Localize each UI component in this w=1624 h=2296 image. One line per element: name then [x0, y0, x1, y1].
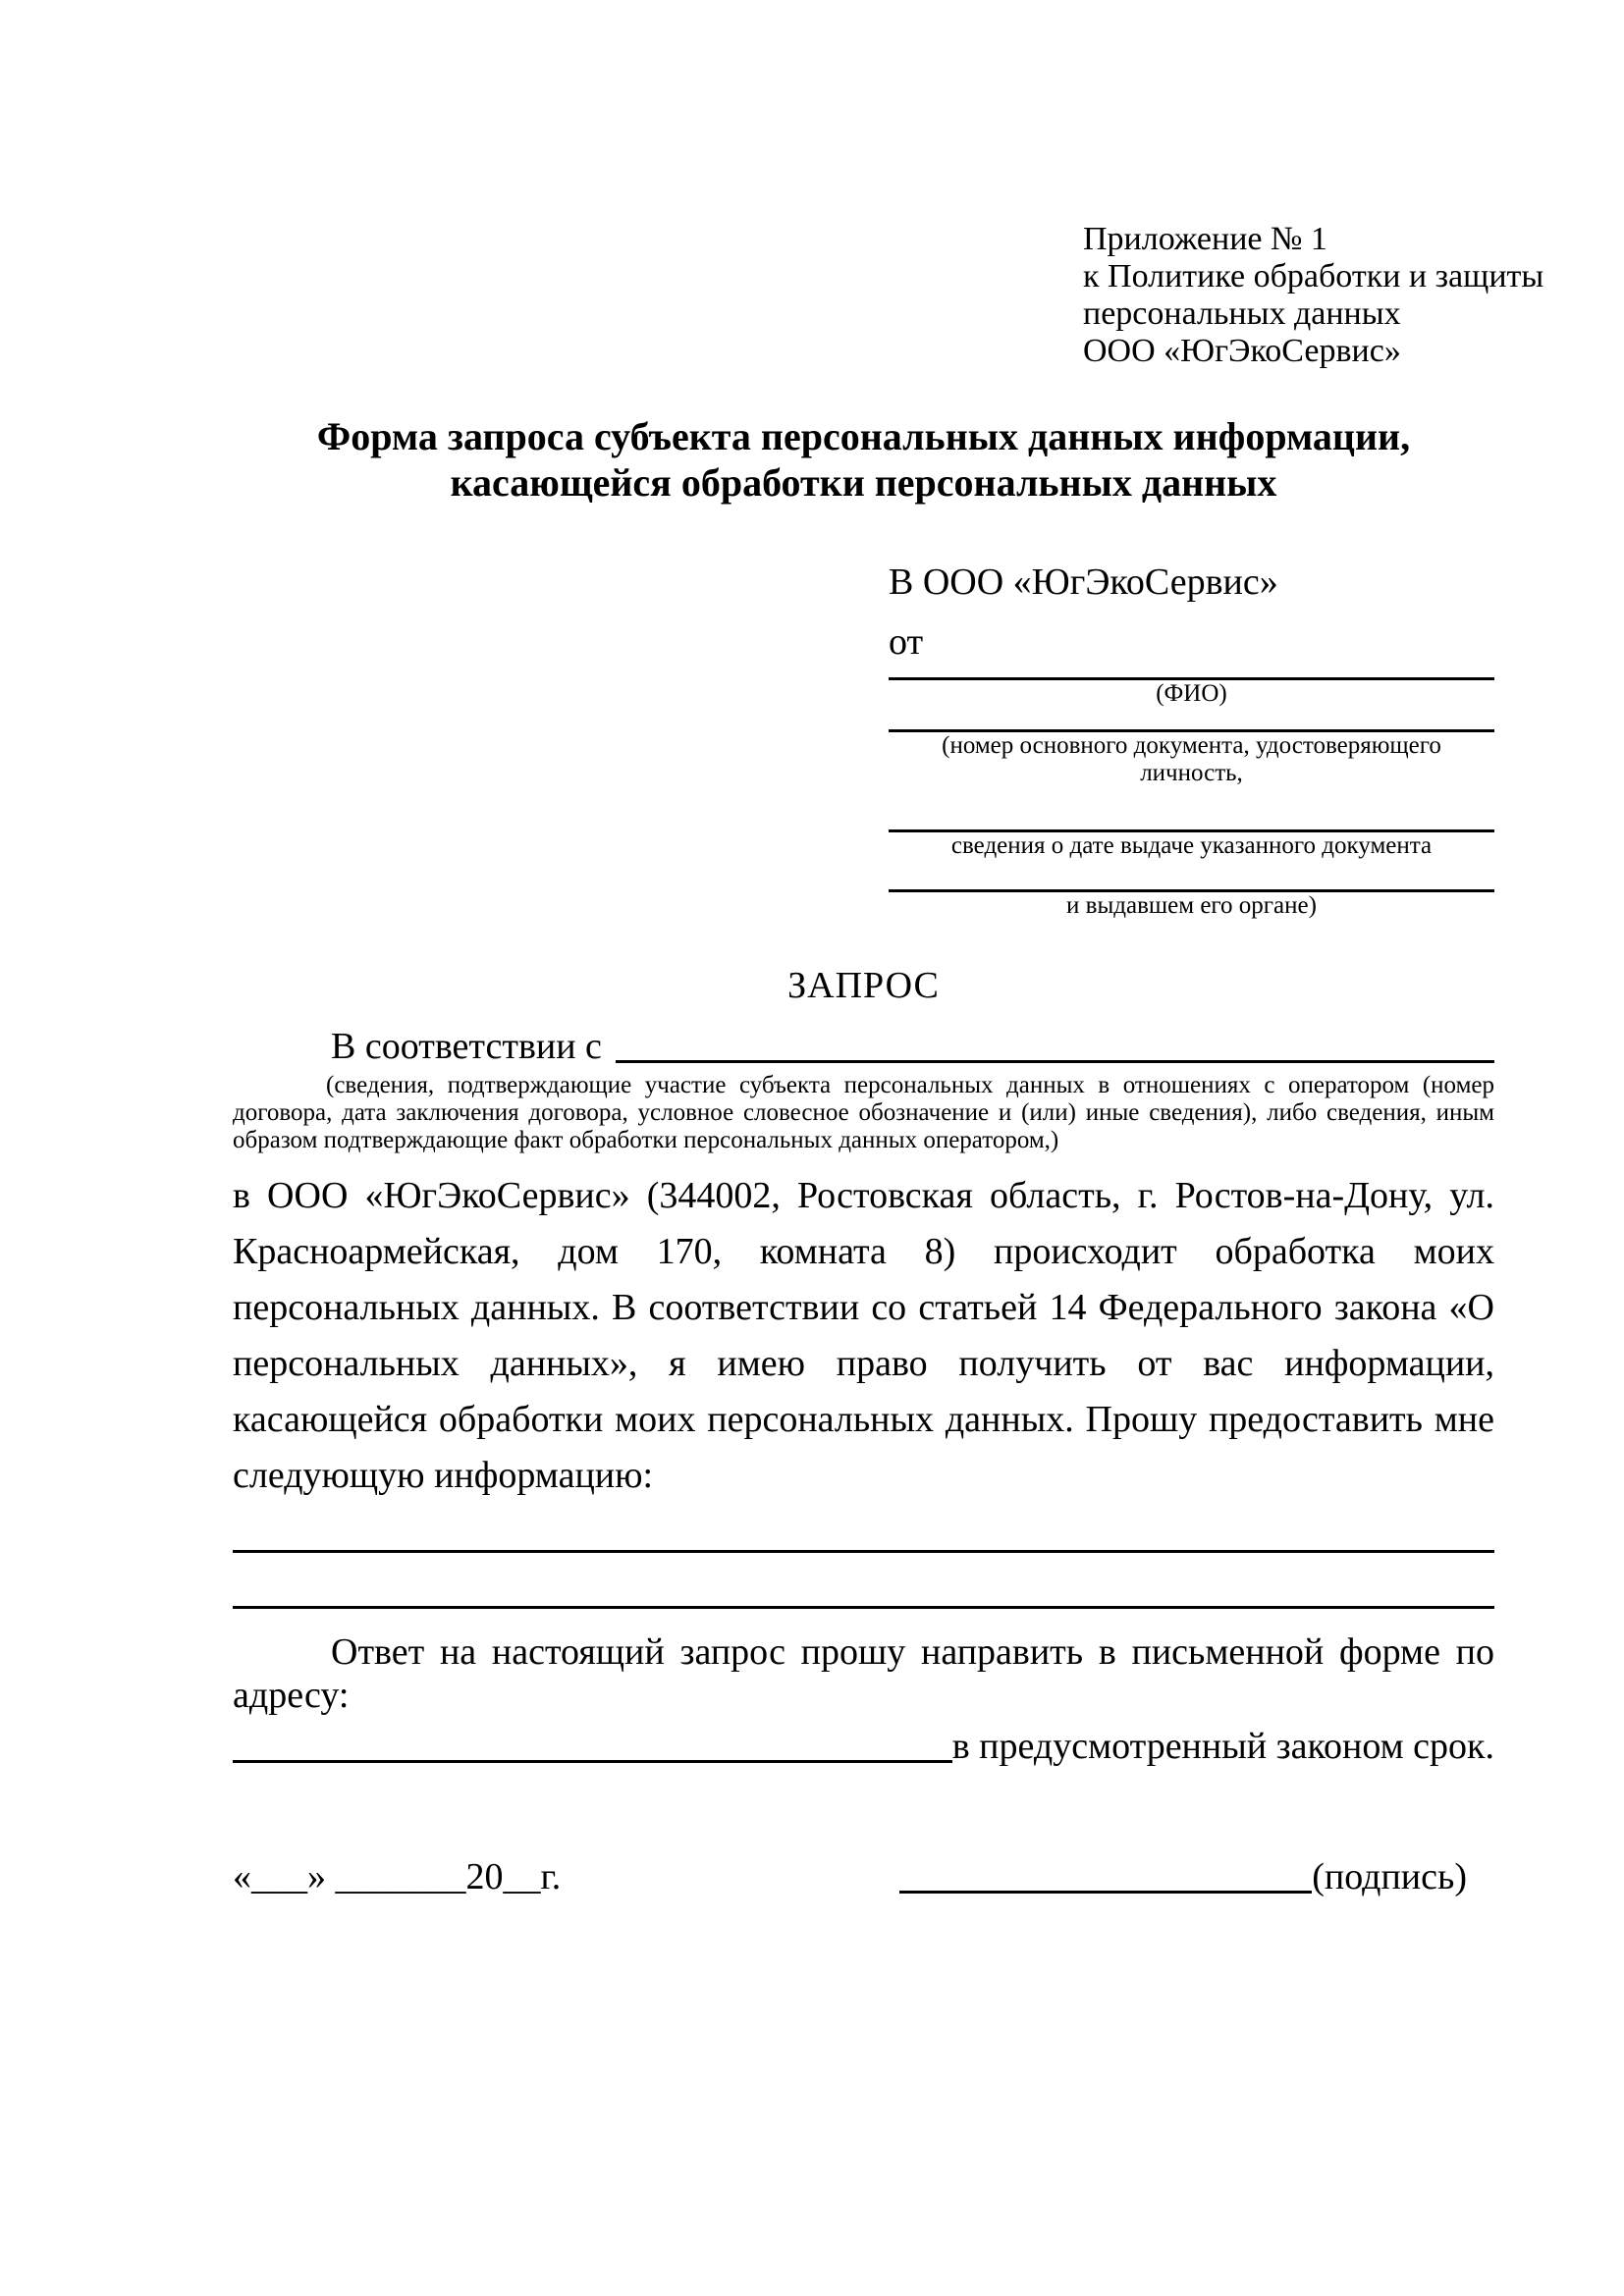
address-fill-line — [233, 1725, 952, 1763]
address-row — [233, 1725, 1494, 1768]
document-number-fill-line — [889, 708, 1494, 732]
signature-fill-line — [899, 1855, 1312, 1894]
issue-date-fill-line — [889, 787, 1494, 832]
address-suffix: в предусмотренный законом срок. — [951, 1726, 1494, 1767]
fio-label: (ФИО) — [1156, 680, 1227, 707]
footer-row — [233, 1855, 1494, 1898]
information-fill-line-1 — [233, 1504, 1494, 1553]
appendix-line: персональных данных — [1083, 295, 1401, 332]
addressee-to: В ООО «ЮгЭкоСервис» — [889, 561, 1278, 603]
appendix-line: к Политике обработки и защиты — [1083, 258, 1544, 294]
reply-text: Ответ на настоящий запрос прошу направить в письменной форме по адресу: — [233, 1631, 1494, 1716]
intro-fill-line — [616, 1025, 1494, 1063]
fields-note: (сведения, подтверждающие участие субъекта персональных данных в отношениях с оператором (номер договора, дата заключения договора, условное словесное обозначение и (или) иные сведения), либо сведения, иным образом подтверждающие факт обработки персональных данных оператором,) — [233, 1072, 1494, 1153]
information-fill-line-2 — [233, 1553, 1494, 1609]
request-body: в ООО «ЮгЭкоСервис» (344002, Ростовская область, г. Ростов-на-Дону, ул. Красноармейская, дом 170, комната 8) происходит обработка моих персональных данных. В соответствии со статьей 14 Федерального закона «О персональных данных», я имею право получить от вас информации, касающейся обработки моих персональных данных. Прошу предоставить мне следующую информацию: — [233, 1175, 1494, 1496]
signature-label: (подпись) — [1312, 1856, 1467, 1897]
fio-fill-line — [889, 664, 1494, 680]
intro-text: В соответствии с — [331, 1026, 602, 1067]
appendix-line: ООО «ЮгЭкоСервис» — [1083, 333, 1401, 369]
addressee-block — [889, 561, 1494, 920]
request-heading: ЗАПРОС — [787, 965, 940, 1006]
document-title-line: касающейся обработки персональных данных — [450, 460, 1277, 505]
issuing-authority-label: и выдавшем его органе) — [1066, 892, 1317, 919]
appendix-line: Приложение № 1 — [1083, 221, 1327, 257]
document-title — [233, 413, 1494, 506]
document-title-line: Форма запроса субъекта персональных данных информации, — [316, 414, 1411, 458]
intro-row — [233, 1025, 1494, 1068]
date-field: «___» _______20__г. — [233, 1856, 562, 1897]
issue-date-label: сведения о дате выдаче указанного документа — [950, 832, 1433, 859]
document-number-label: (номер основного документа, удостоверяющего личность, — [942, 732, 1441, 786]
appendix-header — [1083, 221, 1544, 370]
issuing-authority-fill-line — [889, 860, 1494, 892]
addressee-from: от — [889, 621, 924, 663]
signature-group — [899, 1855, 1467, 1898]
